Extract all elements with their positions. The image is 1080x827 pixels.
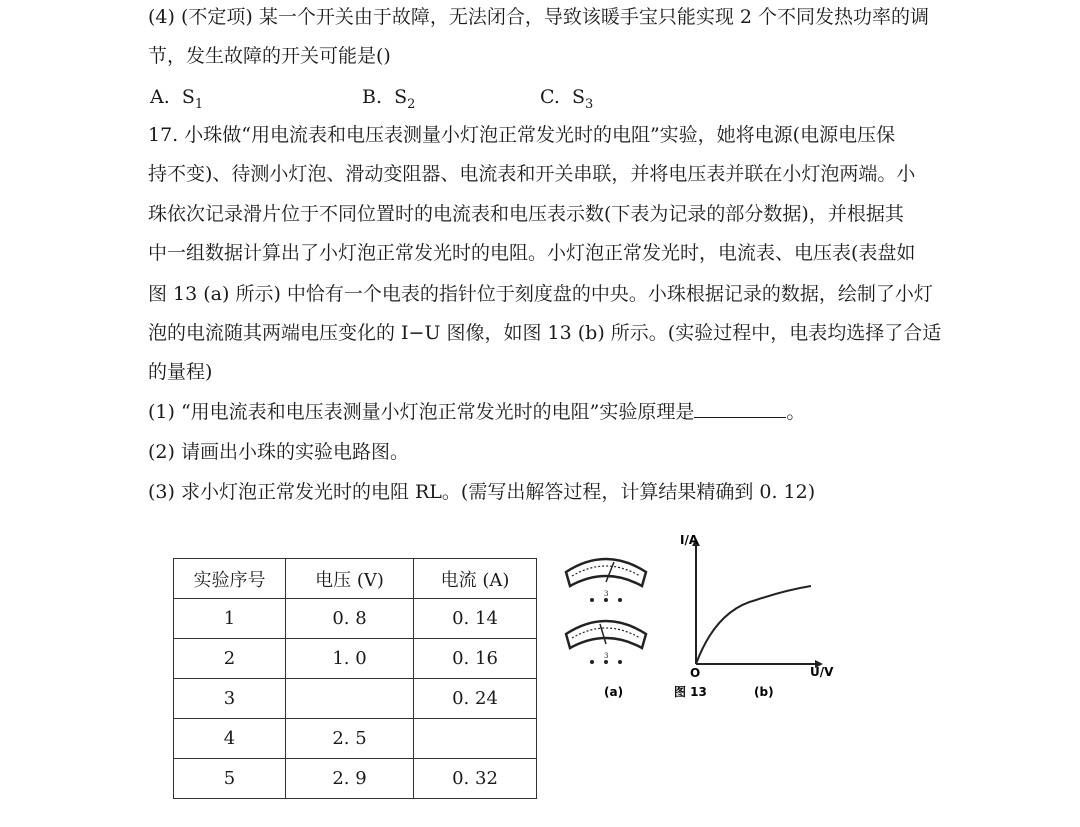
table-header-row [174,559,537,599]
q4-option-c[interactable]: C. $S_3$ [540,86,594,112]
q4-line-1: (4) (不定项) 某一个开关由于故障，无法闭合，导致该暖手宝只能实现 2 个不同发热功率的调 [148,6,929,28]
meter-dial-icon [566,559,646,602]
q17-sub-3: (3) 求小灯泡正常发光时的电阻 RL。(需写出解答过程，计算结果精确到 0. 12) [148,481,816,503]
table-cell: 1. 0 [286,639,414,679]
answer-blank[interactable] [694,399,786,418]
table-cell [286,679,414,719]
table-cell: 3 [174,679,286,719]
table-cell: 0. 32 [414,759,537,799]
q17-line-5: 图 13 (a) 所示) 中恰有一个电表的指针位于刻度盘的中央。小珠根据记录的数据，绘制了小灯 [148,283,933,305]
table-cell: 1 [174,599,286,639]
table-header: 实验序号 [174,559,286,599]
table-cell: 0. 24 [414,679,537,719]
q17-line-1: 17. 小珠做“用电流表和电压表测量小灯泡正常发光时的电阻”实验，她将电源(电源电压保 [148,124,896,146]
table-cell [414,719,537,759]
table-cell: 2. 5 [286,719,414,759]
q17-line-4: 中一组数据计算出了小灯泡正常发光时的电阻。小灯泡正常发光时，电流表、电压表(表盘如 [148,242,916,264]
table-row [174,639,537,679]
table-cell: 2. 9 [286,759,414,799]
table-row [174,679,537,719]
caption-b: (b) [754,685,774,699]
table-row [174,759,537,799]
caption-a: (a) [604,685,624,699]
table-row [174,719,537,759]
svg-text:3: 3 [604,590,609,598]
q17-line-7: 的量程) [148,361,213,383]
meter-dial-icon [566,621,646,664]
table-cell: 0. 14 [414,599,537,639]
q17-line-2: 持不变)、待测小灯泡、滑动变阻器、电流表和开关串联，并将电压表并联在小灯泡两端。小 [148,163,916,185]
table-row [174,599,537,639]
table-cell: 4 [174,719,286,759]
table-cell: 0. 16 [414,639,537,679]
q4-option-a[interactable]: A. $S_1$ [150,86,204,112]
y-axis-label: I/A [680,533,699,547]
table-header: 电压 (V) [286,559,414,599]
figure-13 [556,530,846,705]
q17-sub-2: (2) 请画出小珠的实验电路图。 [148,441,409,463]
data-table [173,558,537,799]
table-cell: 0. 8 [286,599,414,639]
origin-label: O [690,666,701,680]
table-header: 电流 (A) [414,559,537,599]
caption-figure: 图 13 [674,685,707,699]
x-axis-label: U/V [810,665,834,679]
iu-curve [696,586,811,664]
svg-text:3: 3 [604,652,609,660]
q17-line-6: 泡的电流随其两端电压变化的 I−U 图像，如图 13 (b) 所示。(实验过程中，电表均选择了合适 [148,322,942,344]
table-cell: 2 [174,639,286,679]
q4-line-2: 节，发生故障的开关可能是() [148,45,391,67]
table-cell: 5 [174,759,286,799]
q17-line-3: 珠依次记录滑片位于不同位置时的电流表和电压表示数(下表为记录的部分数据)，并根据其 [148,203,904,225]
q17-sub-1: (1) “用电流表和电压表测量小灯泡正常发光时的电阻”实验原理是 。 [148,401,806,423]
q4-option-b[interactable]: B. $S_2$ [362,86,416,112]
